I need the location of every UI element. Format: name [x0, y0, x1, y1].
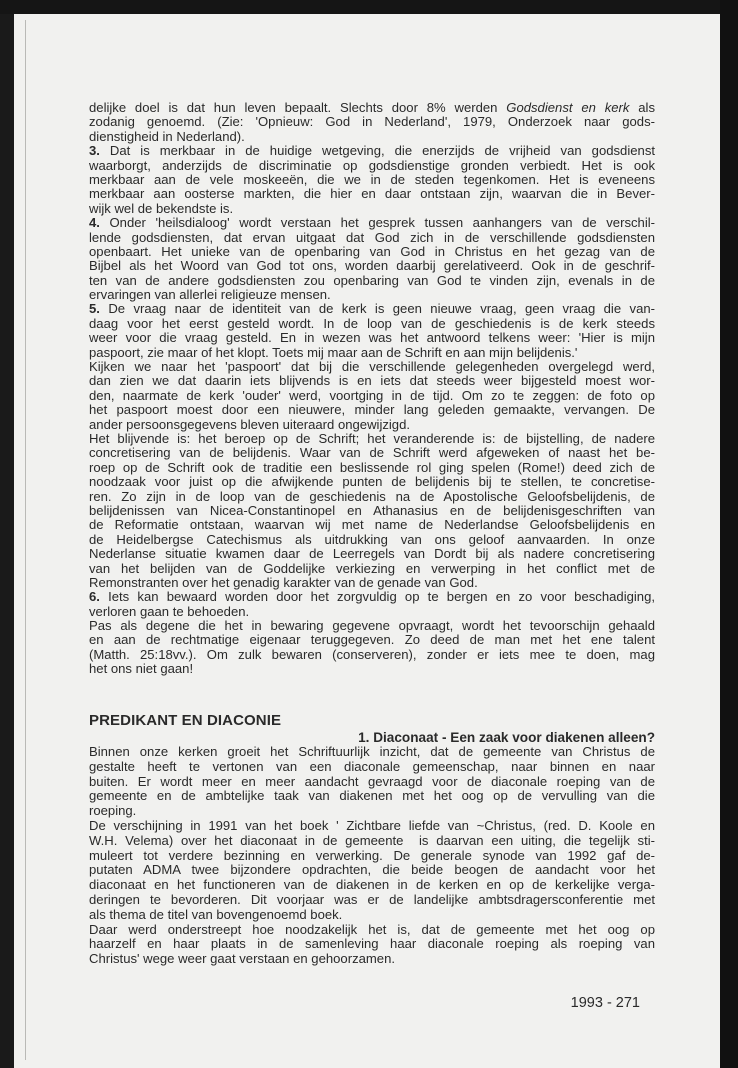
- text-segment: den, naarmate de kerk 'ouder' werd, voortging in de tijd. Om zo te zeggen: de foto op: [89, 388, 655, 403]
- text-line: [89, 130, 655, 144]
- text-segment: ten van de andere godsdiensten zou openbaring van God te vinden zijn, evenals in de: [89, 273, 655, 288]
- text-line: [89, 159, 655, 173]
- text-line: [89, 389, 655, 403]
- text-segment: ervaringen van allerlei religieuze mensen.: [89, 287, 331, 303]
- text-segment: merkbaar aan de vele moskeeën, die we in de steden tegenkomen. Het is eveneens: [89, 172, 655, 187]
- text-line: [89, 317, 655, 331]
- paragraph-number: 3.: [89, 144, 100, 159]
- text-line: [89, 115, 655, 129]
- text-line: [89, 101, 655, 115]
- text-segment: het ons niet gaan!: [89, 661, 194, 677]
- text-segment: De vraag naar de identiteit van de kerk is geen nieuwe vraag, geen vraag die van-: [99, 302, 655, 317]
- scan-border-right: [720, 0, 738, 1068]
- text-segment: Het blijvende is: het beroep op de Schrift; het veranderende is: de bijstelling, de nadere: [89, 431, 655, 446]
- text-segment: ander persoonsgegevens bleven uiteraard ongewijzigd.: [89, 416, 411, 432]
- paragraph: [89, 360, 655, 432]
- text-line: [89, 533, 655, 547]
- text-segment: daag voor het eerst gesteld wordt. In de loop van de geschiedenis is de kerk steeds: [89, 316, 655, 331]
- text-segment: gestalte heeft te vertonen van een diaconale gemeenschap, naar binnen en naar: [89, 759, 655, 774]
- text-line: [89, 403, 655, 417]
- text-segment: De verschijning in 1991 van het boek ' Zichtbare liefde van ~Christus, (red. D. Koole en: [89, 818, 655, 833]
- text-line: [89, 804, 655, 819]
- text-line: [89, 760, 655, 775]
- text-segment: Onder 'heilsdialoog' wordt verstaan het gesprek tussen aanhangers van de verschil-: [99, 216, 655, 231]
- page-number: 1993 - 271: [570, 995, 640, 1011]
- text-segment: de Heidelbergse Catechismus als uitdrukking van ons geloof aanvaarden. In onze: [89, 532, 655, 547]
- text-segment: Christus' wege weer gaat verstaan en gehoorzamen.: [89, 951, 396, 967]
- paragraph-number: 4.: [89, 216, 100, 231]
- numbered-paragraph: [89, 144, 655, 216]
- text-line: [89, 775, 655, 790]
- text-segment: waarborgt, anderzijds de discriminatie op godsdienstige gronden verbiedt. Het is ook: [89, 158, 655, 173]
- text-line: [89, 819, 655, 834]
- text-segment: delijke doel is dat hun leven bepaalt. Slechts door 8% werden: [89, 101, 507, 115]
- text-line: [89, 231, 655, 245]
- text-segment: muleert tot verdere bezinning en verwerking. De generale synode van 1992 gaf de-: [89, 848, 655, 863]
- text-segment: (Matth. 25:18vv.). Om zulk bewaren (conserveren), zonder er iets mee te doen, mag: [89, 647, 655, 662]
- text-segment: en aan de rechtmatige eigenaar teruggegeven. Zo deed de man met het ene talent: [89, 633, 655, 648]
- text-line: [89, 144, 655, 158]
- text-line: [89, 259, 655, 273]
- text-segment: Daar werd onderstreept hoe noodzakelijk het is, dat de gemeente met het oog op: [89, 922, 655, 937]
- italic-title: Godsdienst en kerk: [506, 101, 630, 115]
- text-segment: weer voor die vraag gesteld. En in wezen was het antwoord telkens weer: 'Hier is mijn: [89, 331, 655, 346]
- text-segment: lende godsdiensten, dat ervan uitgaat dat God zich in de verschillende godsdiensten: [89, 230, 655, 245]
- numbered-paragraph: [89, 590, 655, 619]
- text-segment: W.H. Velema) over het diaconaat in de gemeente is daarvan een uiting, die tegelijk sti-: [89, 833, 655, 848]
- paragraph-number: 5.: [89, 302, 100, 317]
- text-segment: wijk wel de bekendste is.: [89, 200, 234, 216]
- text-line: [89, 923, 655, 938]
- text-line: [89, 432, 655, 446]
- text-segment: Pas als degene die het in bewaring gegevene opvraagt, wordt het tevoorschijn gehaald: [89, 619, 655, 634]
- text-line: [89, 274, 655, 288]
- section-subheading: 1. Diaconaat - Een zaak voor diakenen alleen?: [358, 730, 655, 745]
- text-segment: buiten. Er wordt meer en meer aandacht gevraagd voor de diaconale roeping van de: [89, 774, 655, 789]
- text-line: [89, 863, 655, 878]
- text-line: [89, 360, 655, 374]
- text-line: [89, 518, 655, 532]
- text-line: [89, 288, 655, 302]
- text-line: [89, 187, 655, 201]
- text-line: [89, 648, 655, 662]
- text-segment: als thema de titel van bovengenoemd boek.: [89, 906, 343, 922]
- paragraph-number: 6.: [89, 590, 100, 605]
- text-segment: Binnen onze kerken groeit het Schriftuurlijk inzicht, dat de gemeente van Christus de: [89, 745, 655, 759]
- text-segment: Iets kan bewaard worden door het zorgvuldig op te bergen en zo voor beschadiging,: [99, 590, 655, 605]
- numbered-paragraph: [89, 302, 655, 360]
- text-segment: paspoort, zie maar of het klopt. Toets mij maar aan de Schrift en aan mijn belijdenis.': [89, 344, 578, 360]
- text-line: [89, 475, 655, 489]
- text-line: [89, 849, 655, 864]
- body-text-section-1: [89, 101, 655, 677]
- text-segment: haarzelf en haar plaats in de samenleving haar diaconale roeping als roeping van: [89, 937, 655, 952]
- text-segment: roeping.: [89, 803, 137, 819]
- numbered-paragraph: [89, 216, 655, 302]
- text-line: [89, 745, 655, 760]
- text-line: [89, 605, 655, 619]
- text-line: [89, 952, 655, 967]
- text-line: [89, 302, 655, 316]
- text-segment: deringen te bevorderen. Dit voorjaar was er de landelijke ambtsdragersconferentie met: [89, 892, 655, 907]
- text-segment: gemeente en de ambtelijke taak van diakenen met het oog op de vervulling van die: [89, 789, 655, 804]
- text-line: [89, 576, 655, 590]
- text-segment: zodanig genoemd. (Zie: 'Opnieuw: God in Nederland', 1979, Onderzoek naar gods-: [89, 115, 655, 130]
- text-line: [89, 490, 655, 504]
- text-line: [89, 878, 655, 893]
- text-segment: putaten ADMA twee bijzondere opdrachten, die beide beogen de aandacht voor het: [89, 863, 655, 878]
- text-line: [89, 590, 655, 604]
- text-line: [89, 562, 655, 576]
- text-segment: het paspoort moest door een nieuwere, minder lang geleden gemaakte, vervangen. De: [89, 403, 655, 418]
- text-segment: Dat is merkbaar in de huidige wetgeving, die enerzijds de vrijheid van godsdienst: [99, 144, 655, 159]
- text-line: [89, 834, 655, 849]
- text-segment: merkbaar aan oosterse markten, die hier en daar ontstaan zijn, waarvan die in Bever-: [89, 187, 655, 202]
- text-line: [89, 937, 655, 952]
- text-segment: roep op de Schrift ook de traditie een beslissende rol ging spelen (Rome!) deed zich de: [89, 460, 655, 475]
- text-line: [89, 893, 655, 908]
- paragraph: [89, 923, 655, 967]
- text-segment: dienstigheid in Nederland).: [89, 128, 245, 144]
- page-margin-line: [25, 20, 26, 1060]
- text-segment: als: [629, 101, 655, 115]
- text-segment: Bijbel als het Woord van God tot ons, worden daarbij gerelativeerd. Ook in de geschrif-: [89, 259, 655, 274]
- text-line: [89, 173, 655, 187]
- paragraph: [89, 101, 655, 144]
- text-segment: verloren gaan te behoeden.: [89, 603, 250, 619]
- text-line: [89, 619, 655, 633]
- text-segment: Nederlanse situatie kwamen daar de Leerregels van Dordt bij als nadere concretisering: [89, 547, 655, 562]
- text-line: [89, 547, 655, 561]
- text-line: [89, 346, 655, 360]
- paragraph: [89, 619, 655, 677]
- paragraph: [89, 745, 655, 819]
- text-segment: noodzaak voor juist op die afwijkende punten de belijdenis bij te stellen, te concretise-: [89, 475, 655, 490]
- text-segment: openbaart. Het unieke van de openbaring van God in Christus en het gezag van de: [89, 244, 655, 259]
- text-line: [89, 374, 655, 388]
- text-line: [89, 633, 655, 647]
- text-line: [89, 331, 655, 345]
- text-line: [89, 461, 655, 475]
- scan-border-top: [0, 0, 738, 14]
- text-segment: dan zien we dat daarin iets blijvends is en iets dat steeds weer bijgesteld moest wor-: [89, 374, 655, 389]
- text-segment: belijdenissen van Nicea-Constantinopel en Athanasius en de belijdenisgeschriften van: [89, 503, 655, 518]
- body-text-section-2: [89, 745, 655, 967]
- text-segment: ren. Zo zijn in de loop van de geschiedenis na de Apostolische Geloofsbelijdenis, de: [89, 489, 655, 504]
- section-heading: PREDIKANT EN DIACONIE: [89, 712, 282, 729]
- text-segment: van het belijden van de Goddelijke verkiezing en verwerping in het conflict met de: [89, 561, 655, 576]
- text-line: [89, 418, 655, 432]
- text-line: [89, 446, 655, 460]
- text-line: [89, 908, 655, 923]
- text-segment: concretisering van de belijdenis. Waar van de Schrift werd afgeweken of naast het be-: [89, 446, 655, 461]
- text-line: [89, 245, 655, 259]
- text-segment: diaconaat en het functioneren van de diakenen in de kerken en op de kerkelijke verga-: [89, 878, 655, 893]
- text-segment: Remonstranten over het genadig karakter van de genade van God.: [89, 574, 478, 590]
- text-line: [89, 504, 655, 518]
- text-segment: Kijken we naar het 'paspoort' dat bij die verschillende gelegenheden overgelegd werd,: [89, 360, 655, 375]
- text-line: [89, 216, 655, 230]
- paragraph: [89, 819, 655, 923]
- text-line: [89, 202, 655, 216]
- text-line: [89, 662, 655, 676]
- paragraph: [89, 432, 655, 590]
- text-segment: de Reformatie ontstaan, waarvan wij met name de Nederlandse Geloofsbelijdenis en: [89, 518, 655, 533]
- text-line: [89, 789, 655, 804]
